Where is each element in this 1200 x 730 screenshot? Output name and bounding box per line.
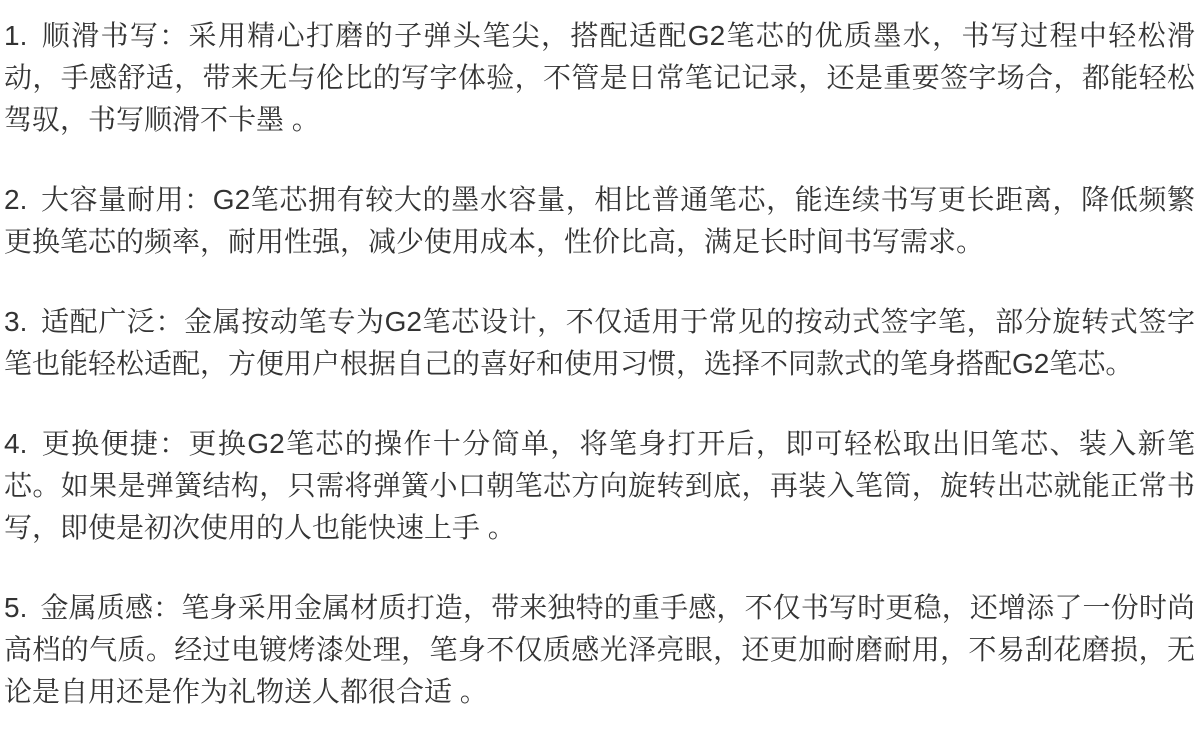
paragraph-text: 适配广泛：金属按动笔专为G2笔芯设计，不仅适用于常见的按动式签字笔，部分旋转式签字笔也能轻松适配，方便用户根据自己的喜好和使用习惯，选择不同款式的笔身搭配G2笔芯。 — [4, 306, 1195, 379]
feature-paragraph — [4, 423, 1195, 549]
paragraph-text: 顺滑书写：采用精心打磨的子弹头笔尖，搭配适配G2笔芯的优质墨水，书写过程中轻松滑动，手感舒适，带来无与伦比的写字体验，不管是日常笔记记录，还是重要签字场合，都能轻松驾驭，书写顺滑不卡墨 。 — [4, 20, 1195, 135]
list-item-number: 2. — [4, 184, 28, 215]
list-item-number: 4. — [4, 428, 28, 459]
paragraph-text: 大容量耐用：G2笔芯拥有较大的墨水容量，相比普通笔芯，能连续书写更长距离，降低频繁更换笔芯的频率，耐用性强，减少使用成本，性价比高，满足长时间书写需求。 — [4, 184, 1195, 257]
list-item-number: 1. — [4, 20, 28, 51]
feature-paragraph — [4, 587, 1195, 713]
list-item-number: 5. — [4, 592, 28, 623]
list-item-number: 3. — [4, 306, 28, 337]
paragraph-text: 金属质感：笔身采用金属材质打造，带来独特的重手感，不仅书写时更稳，还增添了一份时尚高档的气质。经过电镀烤漆处理，笔身不仅质感光泽亮眼，还更加耐磨耐用，不易刮花磨损，无论是自用还是作为礼物送人都很合适 。 — [4, 592, 1195, 707]
paragraph-list — [4, 15, 1195, 713]
paragraph-text: 更换便捷：更换G2笔芯的操作十分简单，将笔身打开后，即可轻松取出旧笔芯、装入新笔芯。如果是弹簧结构，只需将弹簧小口朝笔芯方向旋转到底，再装入笔筒，旋转出芯就能正常书写，即使是初次使用的人也能快速上手 。 — [4, 428, 1195, 543]
feature-paragraph — [4, 301, 1195, 385]
feature-paragraph — [4, 179, 1195, 263]
feature-paragraph — [4, 15, 1195, 141]
